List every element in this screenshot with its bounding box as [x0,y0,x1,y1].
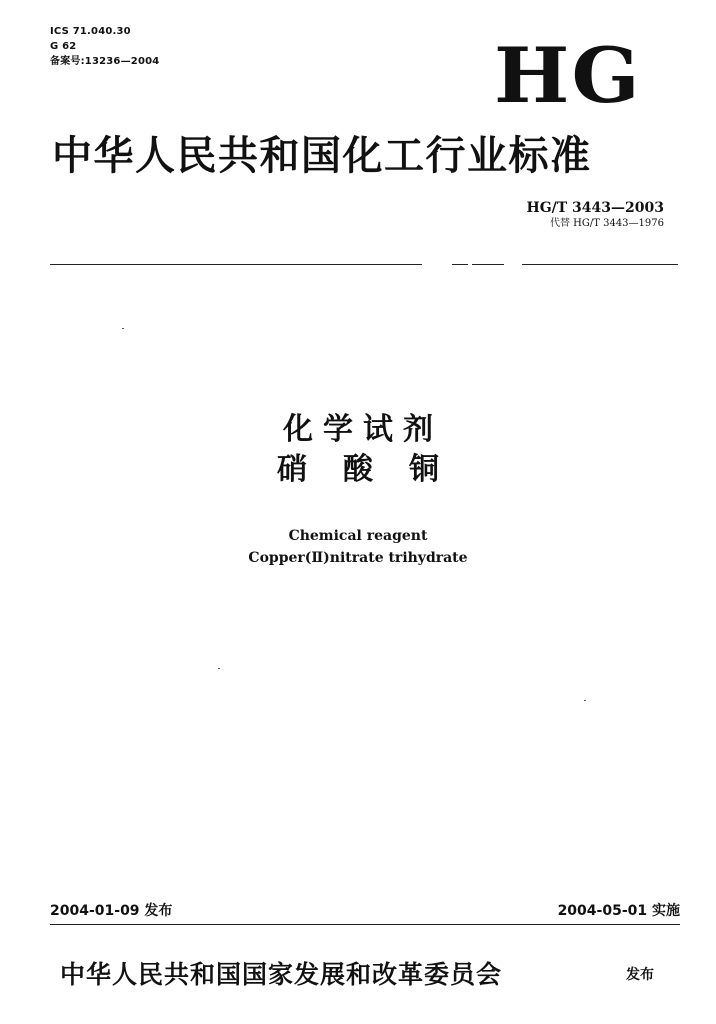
publisher-tag: 发布 [626,967,654,983]
publisher-name: 中华人民共和国国家发展和改革委员会 [60,960,503,989]
standard-number: HG/T 3443—2003 [526,200,664,216]
chinese-title-line-2: 硝酸铜 [277,452,475,487]
english-title-line-2: Copper(Ⅱ)nitrate trihydrate [248,550,468,566]
header-rule-right [522,264,678,265]
english-title-line-1: Chemical reagent [288,528,428,544]
scan-speck [584,700,586,701]
header-rule-gap-1 [452,264,468,265]
effective-date: 2004-05-01 实施 [557,903,680,919]
classification-codes [50,24,159,69]
standard-category-title: 中华人民共和国化工行业标准 [52,132,592,179]
chinese-title-line-1: 化学试剂 [283,412,443,447]
classification-code: G 62 [50,41,77,52]
header-rule-gap-2 [472,264,504,265]
replaced-standard: 代替 HG/T 3443—1976 [549,218,664,229]
hg-logo: HG [494,31,642,120]
ics-code: ICS 71.040.30 [50,26,131,37]
issue-date: 2004-01-09 发布 [50,903,173,919]
header-rule-left [50,264,422,265]
filing-number: 备案号:13236—2004 [50,56,160,67]
scan-speck [122,328,124,329]
scan-speck [218,668,220,669]
footer-rule [50,924,680,925]
